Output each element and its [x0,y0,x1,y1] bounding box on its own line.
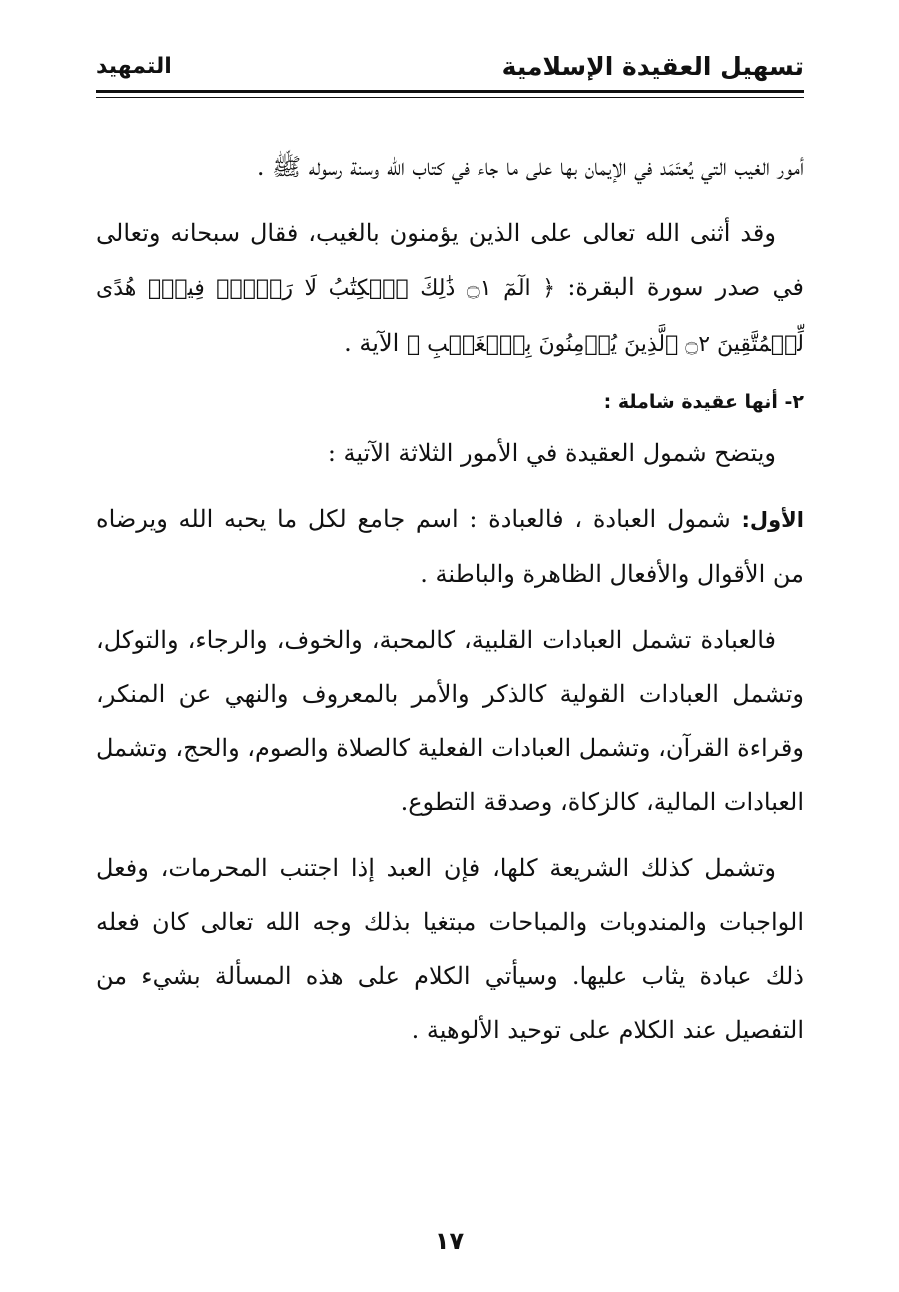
quran-verse: ﴿ الٓمٓ ۝١ ذَٰلِكَ ٱلۡكِتَٰبُ لَا رَيۡبَۛ فِيهِۛ هُدًى لِّلۡمُتَّقِينَ ۝٢ ٱلَّذِينَ يُؤۡمِنُونَ بِٱلۡغَيۡبِ ﴾ [96,276,804,357]
chapter-title: التمهيد [96,54,172,79]
paragraph-unseen-matters: أمور الغيب التي يُعتَمَد في الإيمان بها على ما جاء في كتاب الله وسنة رسوله ﷺ . [256,153,804,181]
paragraph-three-matters: ويتضح شمول العقيدة في الأمور الثلاثة الآتية : [327,439,776,467]
section-heading-comprehensive-creed: ٢- أنها عقيدة شاملة : [603,391,804,413]
paragraph-quran-quote [96,206,804,372]
page-number: ١٧ [434,1227,465,1255]
paragraph-first-matter [96,492,804,601]
header-rule-thin [96,97,804,98]
paragraph-whole-sharia: وتشمل كذلك الشريعة كلها، فإن العبد إذا اجتنب المحرمات، وفعل الواجبات والمندوبات والمباحات مبتغيا بذلك وجه الله تعالى كان فعله ذلك عبادة يثاب عليها. وسيأتي الكلام على هذه المسألة بشيء من التفصيل عند الكلام على توحيد الألوهية . [96,854,804,1044]
header-rule-thick [96,90,804,93]
book-title: تسهيل العقيدة الإسلامية [501,52,804,81]
first-matter-text: شمول العبادة ، فالعبادة : اسم جامع لكل ما يحبه الله ويرضاه من الأقوال والأفعال الظاهرة والباطنة . [96,505,804,588]
quote-ending: الآية . [344,329,407,357]
body-text [96,140,804,1069]
paragraph-worship-types: فالعبادة تشمل العبادات القلبية، كالمحبة، والخوف، والرجاء، والتوكل، وتشمل العبادات القولية كالذكر والأمر بالمعروف والنهي عن المنكر، وقراءة القرآن، وتشمل العبادات الفعلية كالصلاة والصوم، والحج، وتشمل العبادات المالية، كالزكاة، وصدقة التطوع. [96,626,804,816]
running-header [96,48,804,88]
first-label: الأول: [741,508,804,532]
quote-intro: وقد أثنى الله تعالى على الذين يؤمنون بالغيب، فقال سبحانه وتعالى في صدر سورة البقرة: [96,219,804,301]
